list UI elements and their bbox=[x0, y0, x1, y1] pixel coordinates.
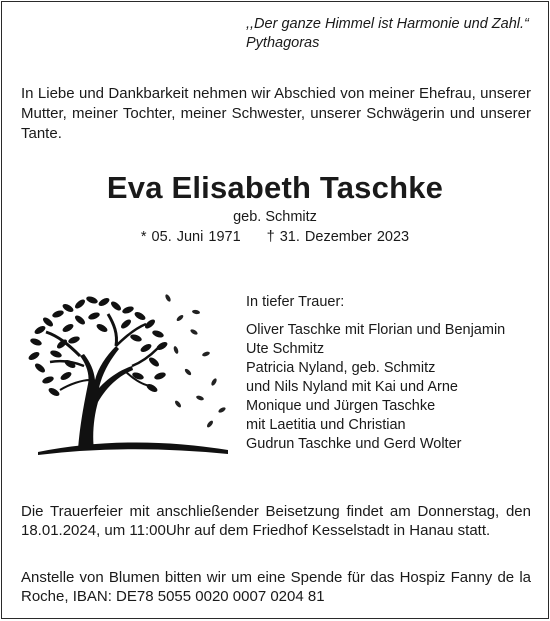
mourners-heading: In tiefer Trauer: bbox=[246, 294, 345, 310]
mourners-block bbox=[246, 293, 505, 454]
life-dates bbox=[2, 229, 548, 245]
mourner-line: und Nils Nyland mit Kai und Arne bbox=[246, 379, 458, 395]
quote-text: ,,Der ganze Himmel ist Harmonie und Zahl.“ bbox=[246, 16, 529, 32]
mourner-line: mit Laetitia und Christian bbox=[246, 417, 406, 433]
birth-name: geb. Schmitz bbox=[233, 209, 317, 225]
quote-block bbox=[246, 15, 529, 53]
mourner-line: Oliver Taschke mit Florian und Benjamin bbox=[246, 322, 506, 338]
tree-with-falling-leaves-icon bbox=[18, 284, 233, 459]
donation-info: Anstelle von Blumen bitten wir um eine Spende für das Hospiz Fanny de la Roche, IBAN: DE78 5055 0020 0007 0204 81 bbox=[21, 569, 531, 605]
obituary-notice bbox=[1, 1, 549, 619]
mourner-line: Gudrun Taschke und Gerd Wolter bbox=[246, 436, 462, 452]
death-date: † 31. Dezember 2023 bbox=[266, 229, 410, 245]
intro-text: In Liebe und Dankbarkeit nehmen wir Abschied von meiner Ehefrau, unserer Mutter, meiner Tochter, meiner Schwester, unserer Schwägerin und unserer Tante. bbox=[21, 85, 531, 142]
birth-date: * 05. Juni 1971 bbox=[140, 229, 241, 245]
mourner-line: Monique und Jürgen Taschke bbox=[246, 398, 436, 414]
deceased-name: Eva Elisabeth Taschke bbox=[106, 170, 444, 205]
mourner-line: Patricia Nyland, geb. Schmitz bbox=[246, 360, 436, 376]
mourner-line: Ute Schmitz bbox=[246, 341, 325, 357]
funeral-info: Die Trauerfeier mit anschließender Beisetzung findet am Donnerstag, den 18.01.2024, um 11:00Uhr auf dem Friedhof Kesselstadt in Hanau statt. bbox=[21, 503, 531, 539]
quote-author: Pythagoras bbox=[246, 35, 320, 51]
mourners-list bbox=[246, 321, 505, 454]
